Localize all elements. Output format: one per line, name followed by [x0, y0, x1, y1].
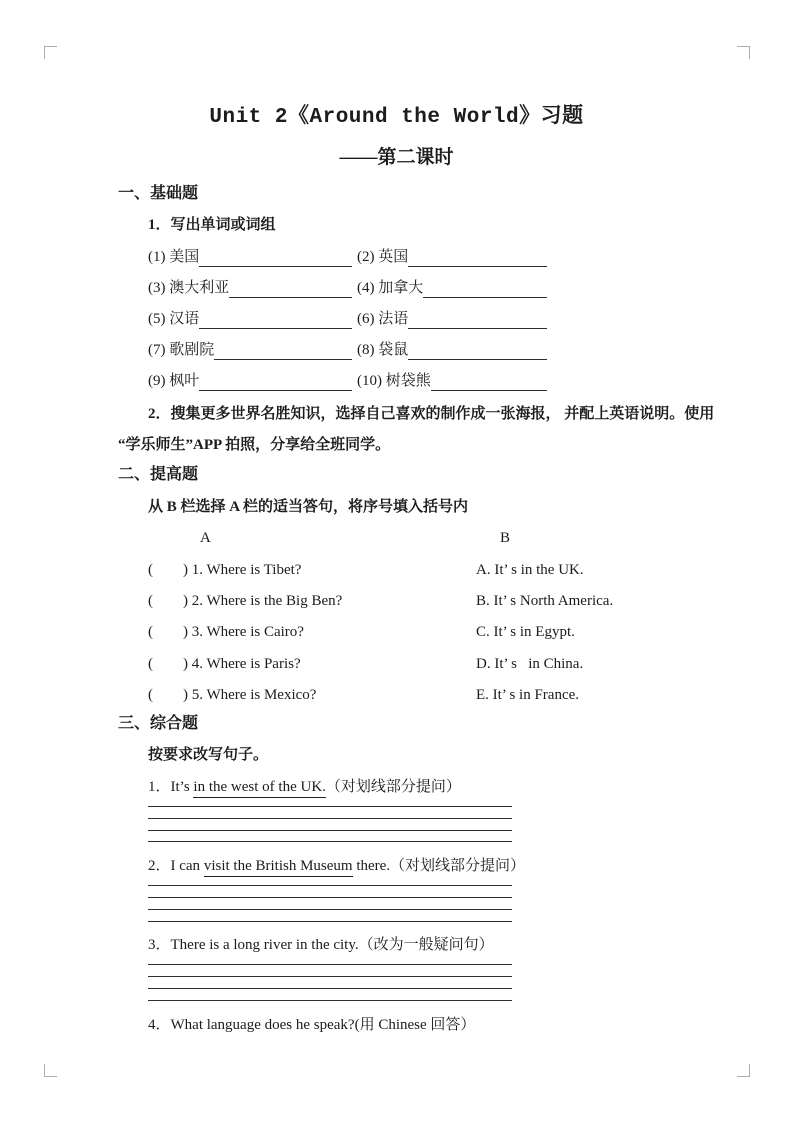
answer-line — [148, 841, 512, 853]
match-question[interactable]: ( ) 5. Where is Mexico? — [148, 686, 317, 703]
answer-line — [148, 988, 512, 1000]
task2-text-line2: “学乐师生”APP 拍照，分享给全班同学。 — [118, 437, 391, 453]
margin-crop-mark — [737, 1064, 750, 1077]
matching-row — [148, 654, 748, 685]
answer-line — [148, 806, 512, 818]
matching-instruction: 从 B 栏选择 A 栏的适当答句，将序号填入括号内 — [148, 499, 469, 515]
rewrite-sentence — [148, 777, 525, 806]
word-fill-row — [148, 309, 547, 329]
rewrite-item — [148, 935, 525, 1011]
word-fill-cell — [148, 309, 352, 329]
word-fill-cell — [148, 340, 352, 360]
sentence-prefix: 2．I can — [148, 858, 204, 875]
sentence-underlined-part: in the west of the UK. — [193, 779, 325, 798]
answer-blank[interactable] — [408, 340, 547, 360]
rewrite-item — [148, 856, 525, 932]
rewrite-item — [148, 777, 525, 853]
match-question[interactable]: ( ) 2. Where is the Big Ben? — [148, 593, 343, 610]
rewrite-list — [148, 777, 525, 1047]
answer-blank[interactable] — [408, 309, 547, 329]
match-question[interactable]: ( ) 3. Where is Cairo? — [148, 624, 304, 641]
word-fill-cell — [357, 371, 547, 391]
word-fill-cell — [148, 371, 352, 391]
word-item-label: (8) 袋鼠 — [357, 342, 409, 358]
answer-line — [148, 921, 512, 933]
word-fill-row — [148, 371, 547, 391]
word-item-label: (5) 汉语 — [148, 311, 200, 327]
answer-line — [148, 885, 512, 897]
word-fill-cell — [148, 278, 352, 298]
answer-line — [148, 897, 512, 909]
answer-lines[interactable] — [148, 806, 512, 853]
word-item-label: (10) 树袋熊 — [357, 373, 431, 389]
word-fill-list — [148, 247, 547, 402]
word-fill-cell — [148, 247, 352, 267]
document-subtitle: ——第二课时 — [339, 147, 454, 168]
matching-row — [148, 622, 748, 653]
rewrite-item — [148, 1015, 525, 1044]
matching-row — [148, 560, 748, 591]
answer-line — [148, 1000, 512, 1012]
answer-blank[interactable] — [199, 247, 352, 267]
answer-line — [148, 909, 512, 921]
sentence-suffix: （对划线部分提问） — [325, 779, 461, 795]
sentence-suffix: there.（对划线部分提问） — [352, 858, 526, 875]
match-answer: B. It’ s North America. — [476, 593, 614, 610]
margin-crop-mark — [44, 46, 57, 59]
answer-blank[interactable] — [199, 371, 352, 391]
rewrite-sentence — [148, 1015, 525, 1044]
word-fill-cell — [357, 309, 547, 329]
word-fill-cell — [357, 247, 547, 267]
word-item-label: (4) 加拿大 — [357, 280, 424, 296]
answer-blank[interactable] — [408, 247, 547, 267]
sentence-underlined-part: visit the British Museum — [204, 858, 353, 877]
word-fill-row — [148, 247, 547, 267]
matching-row — [148, 685, 748, 716]
answer-lines[interactable] — [148, 964, 512, 1011]
word-item-label: (9) 枫叶 — [148, 373, 200, 389]
sentence-prefix: 3．There is a long river in the city. — [148, 937, 359, 954]
rewrite-sentence — [148, 856, 525, 885]
answer-blank[interactable] — [214, 340, 352, 360]
sentence-suffix: (用 Chinese 回答） — [354, 1016, 476, 1033]
section-comprehensive-heading: 三、综合题 — [118, 715, 199, 732]
word-fill-row — [148, 340, 547, 360]
answer-line — [148, 818, 512, 830]
section-basic-heading: 一、基础题 — [118, 185, 199, 202]
match-answer: A. It’ s in the UK. — [476, 562, 584, 578]
answer-line — [148, 976, 512, 988]
task1-label: 1．写出单词或词组 — [148, 217, 276, 233]
sentence-suffix: （改为一般疑问句） — [358, 937, 494, 954]
answer-lines[interactable] — [148, 885, 512, 932]
word-fill-cell — [357, 340, 547, 360]
match-answer: E. It’ s in France. — [476, 686, 580, 703]
rewrite-sentence — [148, 935, 525, 964]
task2-text-line1: 2．搜集更多世界名胜知识，选择自己喜欢的制作成一张海报， 并配上英语说明。使用 — [148, 406, 715, 422]
rewrite-instruction: 按要求改写句子。 — [148, 747, 269, 763]
word-item-label: (7) 歌剧院 — [148, 342, 215, 358]
word-fill-cell — [357, 278, 547, 298]
word-item-label: (3) 澳大利亚 — [148, 280, 230, 296]
answer-blank[interactable] — [199, 309, 352, 329]
answer-line — [148, 830, 512, 842]
word-fill-row — [148, 278, 547, 298]
word-item-label: (6) 法语 — [357, 311, 409, 327]
document-title: Unit 2《Around the World》习题 — [209, 106, 584, 129]
matching-row — [148, 591, 748, 622]
sentence-prefix: 4．What language does he speak? — [148, 1016, 355, 1033]
margin-crop-mark — [737, 46, 750, 59]
answer-blank[interactable] — [229, 278, 352, 298]
match-question[interactable]: ( ) 4. Where is Paris? — [148, 655, 301, 672]
sentence-prefix: 1．It’s — [148, 779, 194, 795]
word-item-label: (1) 美国 — [148, 249, 200, 265]
column-b-header: B — [500, 530, 511, 546]
answer-line — [148, 964, 512, 976]
word-item-label: (2) 英国 — [357, 249, 409, 265]
margin-crop-mark — [44, 1064, 57, 1077]
answer-blank[interactable] — [431, 371, 547, 391]
answer-blank[interactable] — [423, 278, 547, 298]
section-improve-heading: 二、提高题 — [118, 466, 199, 483]
matching-list — [148, 560, 748, 716]
match-answer: D. It’ s in China. — [476, 655, 584, 672]
match-question[interactable]: ( ) 1. Where is Tibet? — [148, 562, 302, 578]
column-a-header: A — [200, 530, 211, 546]
match-answer: C. It’ s in Egypt. — [476, 624, 575, 641]
